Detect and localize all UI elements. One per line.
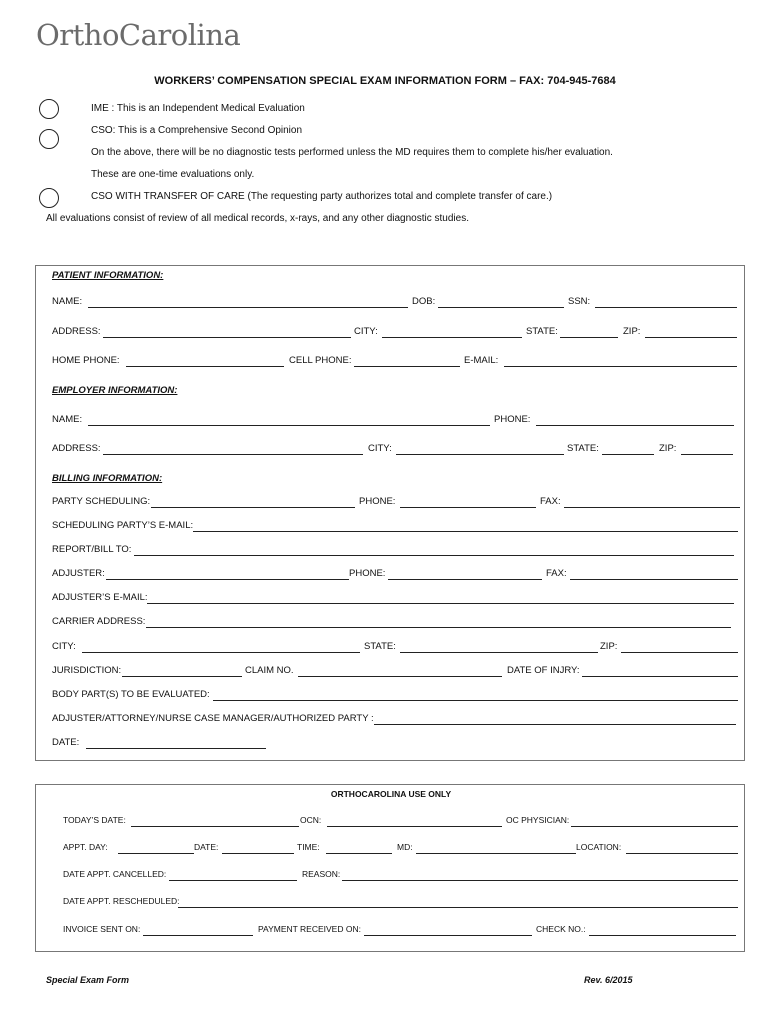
jurisdiction-field[interactable] xyxy=(122,676,242,677)
office-row-4 xyxy=(36,896,746,910)
report-bill-field[interactable] xyxy=(134,555,734,556)
patient-heading: PATIENT INFORMATION: xyxy=(52,270,164,281)
appt-date-label: DATE: xyxy=(194,842,219,852)
billing-row-5 xyxy=(36,592,746,606)
billing-city-label: CITY: xyxy=(52,641,76,652)
claim-no-field[interactable] xyxy=(298,676,502,677)
information-box xyxy=(35,265,745,761)
oc-physician-label: OC PHYSICIAN: xyxy=(506,815,570,825)
billing-row-6 xyxy=(36,616,746,630)
billing-state-label: STATE: xyxy=(364,641,396,652)
scheduling-email-label: SCHEDULING PARTY’S E-MAIL: xyxy=(52,520,194,531)
employer-state-field[interactable] xyxy=(602,454,654,455)
patient-zip-field[interactable] xyxy=(645,337,737,338)
patient-city-field[interactable] xyxy=(382,337,522,338)
party-scheduling-label: PARTY SCHEDULING: xyxy=(52,496,151,507)
appt-date-field[interactable] xyxy=(222,853,294,854)
cso-label: CSO: This is a Comprehensive Second Opinion xyxy=(91,125,303,136)
patient-name-field[interactable] xyxy=(88,307,408,308)
appt-day-label: APPT. DAY: xyxy=(63,842,108,852)
body-parts-label: BODY PART(S) TO BE EVALUATED: xyxy=(52,689,210,700)
employer-name-label: NAME: xyxy=(52,414,83,425)
cso-radio[interactable] xyxy=(39,129,59,149)
office-row-2 xyxy=(36,842,746,856)
appt-time-field[interactable] xyxy=(326,853,392,854)
ime-radio[interactable] xyxy=(39,99,59,119)
footer-form-name: Special Exam Form xyxy=(46,975,130,985)
billing-phone-field[interactable] xyxy=(400,507,536,508)
date-cancelled-label: DATE APPT. CANCELLED: xyxy=(63,869,167,879)
adjuster-email-label: ADJUSTER’S E-MAIL: xyxy=(52,592,148,603)
employer-row-1 xyxy=(36,414,746,428)
employer-state-label: STATE: xyxy=(567,443,599,454)
adjuster-email-field[interactable] xyxy=(147,603,734,604)
orthocarolina-logo: OrthoCarolina xyxy=(36,18,241,52)
patient-address-field[interactable] xyxy=(103,337,351,338)
billing-zip-field[interactable] xyxy=(621,652,738,653)
billing-phone-label: PHONE: xyxy=(359,496,396,507)
billing-row-1 xyxy=(36,496,746,510)
employer-zip-label: ZIP: xyxy=(659,443,677,454)
reason-field[interactable] xyxy=(342,880,738,881)
all-evaluations-note: All evaluations consist of review of all medical records, x-rays, and any other diagnostic studies. xyxy=(46,213,469,224)
ocn-field[interactable] xyxy=(327,826,502,827)
adjuster-phone-label: PHONE: xyxy=(349,568,386,579)
billing-zip-label: ZIP: xyxy=(600,641,618,652)
carrier-address-field[interactable] xyxy=(146,627,731,628)
office-use-box xyxy=(35,784,745,952)
date-rescheduled-field[interactable] xyxy=(178,907,738,908)
adjuster-phone-field[interactable] xyxy=(388,579,542,580)
footer-revision: Rev. 6/2015 xyxy=(584,975,633,985)
appt-time-label: TIME: xyxy=(297,842,320,852)
billing-date-label: DATE: xyxy=(52,737,80,748)
billing-row-7 xyxy=(36,641,746,655)
patient-ssn-field[interactable] xyxy=(595,307,737,308)
employer-zip-field[interactable] xyxy=(681,454,733,455)
invoice-sent-field[interactable] xyxy=(143,935,253,936)
cso-transfer-label: CSO WITH TRANSFER OF CARE (The requesting party authorizes total and complete transfer of care.) xyxy=(91,191,553,202)
authorized-party-field[interactable] xyxy=(374,724,736,725)
carrier-address-label: CARRIER ADDRESS: xyxy=(52,616,146,627)
employer-phone-label: PHONE: xyxy=(494,414,531,425)
patient-dob-label: DOB: xyxy=(412,296,436,307)
billing-row-8 xyxy=(36,665,746,679)
reason-label: REASON: xyxy=(302,869,341,879)
billing-heading: BILLING INFORMATION: xyxy=(52,473,163,484)
md-field[interactable] xyxy=(416,853,576,854)
home-phone-label: HOME PHONE: xyxy=(52,355,120,366)
employer-city-label: CITY: xyxy=(368,443,392,454)
payment-received-label: PAYMENT RECEIVED ON: xyxy=(258,924,361,934)
location-field[interactable] xyxy=(626,853,738,854)
note-one-time: These are one-time evaluations only. xyxy=(91,169,255,180)
billing-row-2 xyxy=(36,520,746,534)
adjuster-label: ADJUSTER: xyxy=(52,568,105,579)
patient-address-label: ADDRESS: xyxy=(52,326,101,337)
claim-no-label: CLAIM NO. xyxy=(245,665,294,676)
patient-state-field[interactable] xyxy=(560,337,618,338)
adjuster-fax-label: FAX: xyxy=(546,568,567,579)
party-scheduling-field[interactable] xyxy=(151,507,355,508)
billing-row-4 xyxy=(36,568,746,582)
billing-fax-field[interactable] xyxy=(564,507,740,508)
patient-name-label: NAME: xyxy=(52,296,83,307)
billing-date-field[interactable] xyxy=(86,748,266,749)
patient-row-1 xyxy=(36,296,746,310)
note-diagnostic: On the above, there will be no diagnostic tests performed unless the MD requires them to complete his/her evaluation. xyxy=(91,147,613,158)
todays-date-field[interactable] xyxy=(131,826,299,827)
patient-row-3 xyxy=(36,355,746,369)
patient-row-2 xyxy=(36,326,746,340)
cell-phone-label: CELL PHONE: xyxy=(289,355,352,366)
date-cancelled-field[interactable] xyxy=(169,880,297,881)
adjuster-fax-field[interactable] xyxy=(570,579,738,580)
check-no-label: CHECK NO.: xyxy=(536,924,586,934)
employer-city-field[interactable] xyxy=(396,454,564,455)
appt-day-field[interactable] xyxy=(118,853,194,854)
billing-row-3 xyxy=(36,544,746,558)
authorized-party-label: ADJUSTER/ATTORNEY/NURSE CASE MANAGER/AUTHORIZED PARTY : xyxy=(52,713,374,724)
date-injury-label: DATE OF INJRY: xyxy=(507,665,580,676)
patient-state-label: STATE: xyxy=(526,326,558,337)
home-phone-field[interactable] xyxy=(126,366,284,367)
patient-city-label: CITY: xyxy=(354,326,378,337)
adjuster-field[interactable] xyxy=(106,579,349,580)
billing-row-9 xyxy=(36,689,746,703)
location-label: LOCATION: xyxy=(576,842,622,852)
billing-row-10 xyxy=(36,713,746,727)
billing-fax-label: FAX: xyxy=(540,496,561,507)
office-use-heading: ORTHOCAROLINA USE ONLY xyxy=(330,789,452,799)
cso-transfer-radio[interactable] xyxy=(39,188,59,208)
body-parts-field[interactable] xyxy=(213,700,738,701)
patient-ssn-label: SSN: xyxy=(568,296,591,307)
office-row-1 xyxy=(36,815,746,829)
jurisdiction-label: JURISDICTION: xyxy=(52,665,122,676)
check-no-field[interactable] xyxy=(589,935,736,936)
employer-phone-field[interactable] xyxy=(536,425,734,426)
md-label: MD: xyxy=(397,842,413,852)
office-row-5 xyxy=(36,924,746,938)
billing-row-11 xyxy=(36,737,746,751)
employer-name-field[interactable] xyxy=(88,425,490,426)
ocn-label: OCN: xyxy=(300,815,322,825)
employer-address-field[interactable] xyxy=(103,454,363,455)
cell-phone-field[interactable] xyxy=(354,366,460,367)
billing-city-field[interactable] xyxy=(82,652,360,653)
employer-address-label: ADDRESS: xyxy=(52,443,101,454)
report-bill-label: REPORT/BILL TO: xyxy=(52,544,132,555)
patient-email-field[interactable] xyxy=(504,366,737,367)
ime-label: IME : This is an Independent Medical Evaluation xyxy=(91,103,305,114)
invoice-sent-label: INVOICE SENT ON: xyxy=(63,924,141,934)
billing-state-field[interactable] xyxy=(400,652,598,653)
employer-row-2 xyxy=(36,443,746,457)
office-row-3 xyxy=(36,869,746,883)
todays-date-label: TODAY’S DATE: xyxy=(63,815,126,825)
employer-heading: EMPLOYER INFORMATION: xyxy=(52,385,178,396)
patient-dob-field[interactable] xyxy=(438,307,564,308)
patient-email-label: E-MAIL: xyxy=(464,355,499,366)
oc-physician-field[interactable] xyxy=(571,826,738,827)
form-title: WORKERS’ COMPENSATION SPECIAL EXAM INFORMATION FORM – FAX: 704-945-7684 xyxy=(154,75,616,87)
date-injury-field[interactable] xyxy=(582,676,738,677)
scheduling-email-field[interactable] xyxy=(193,531,738,532)
patient-zip-label: ZIP: xyxy=(623,326,641,337)
date-rescheduled-label: DATE APPT. RESCHEDULED: xyxy=(63,896,180,906)
payment-received-field[interactable] xyxy=(364,935,532,936)
